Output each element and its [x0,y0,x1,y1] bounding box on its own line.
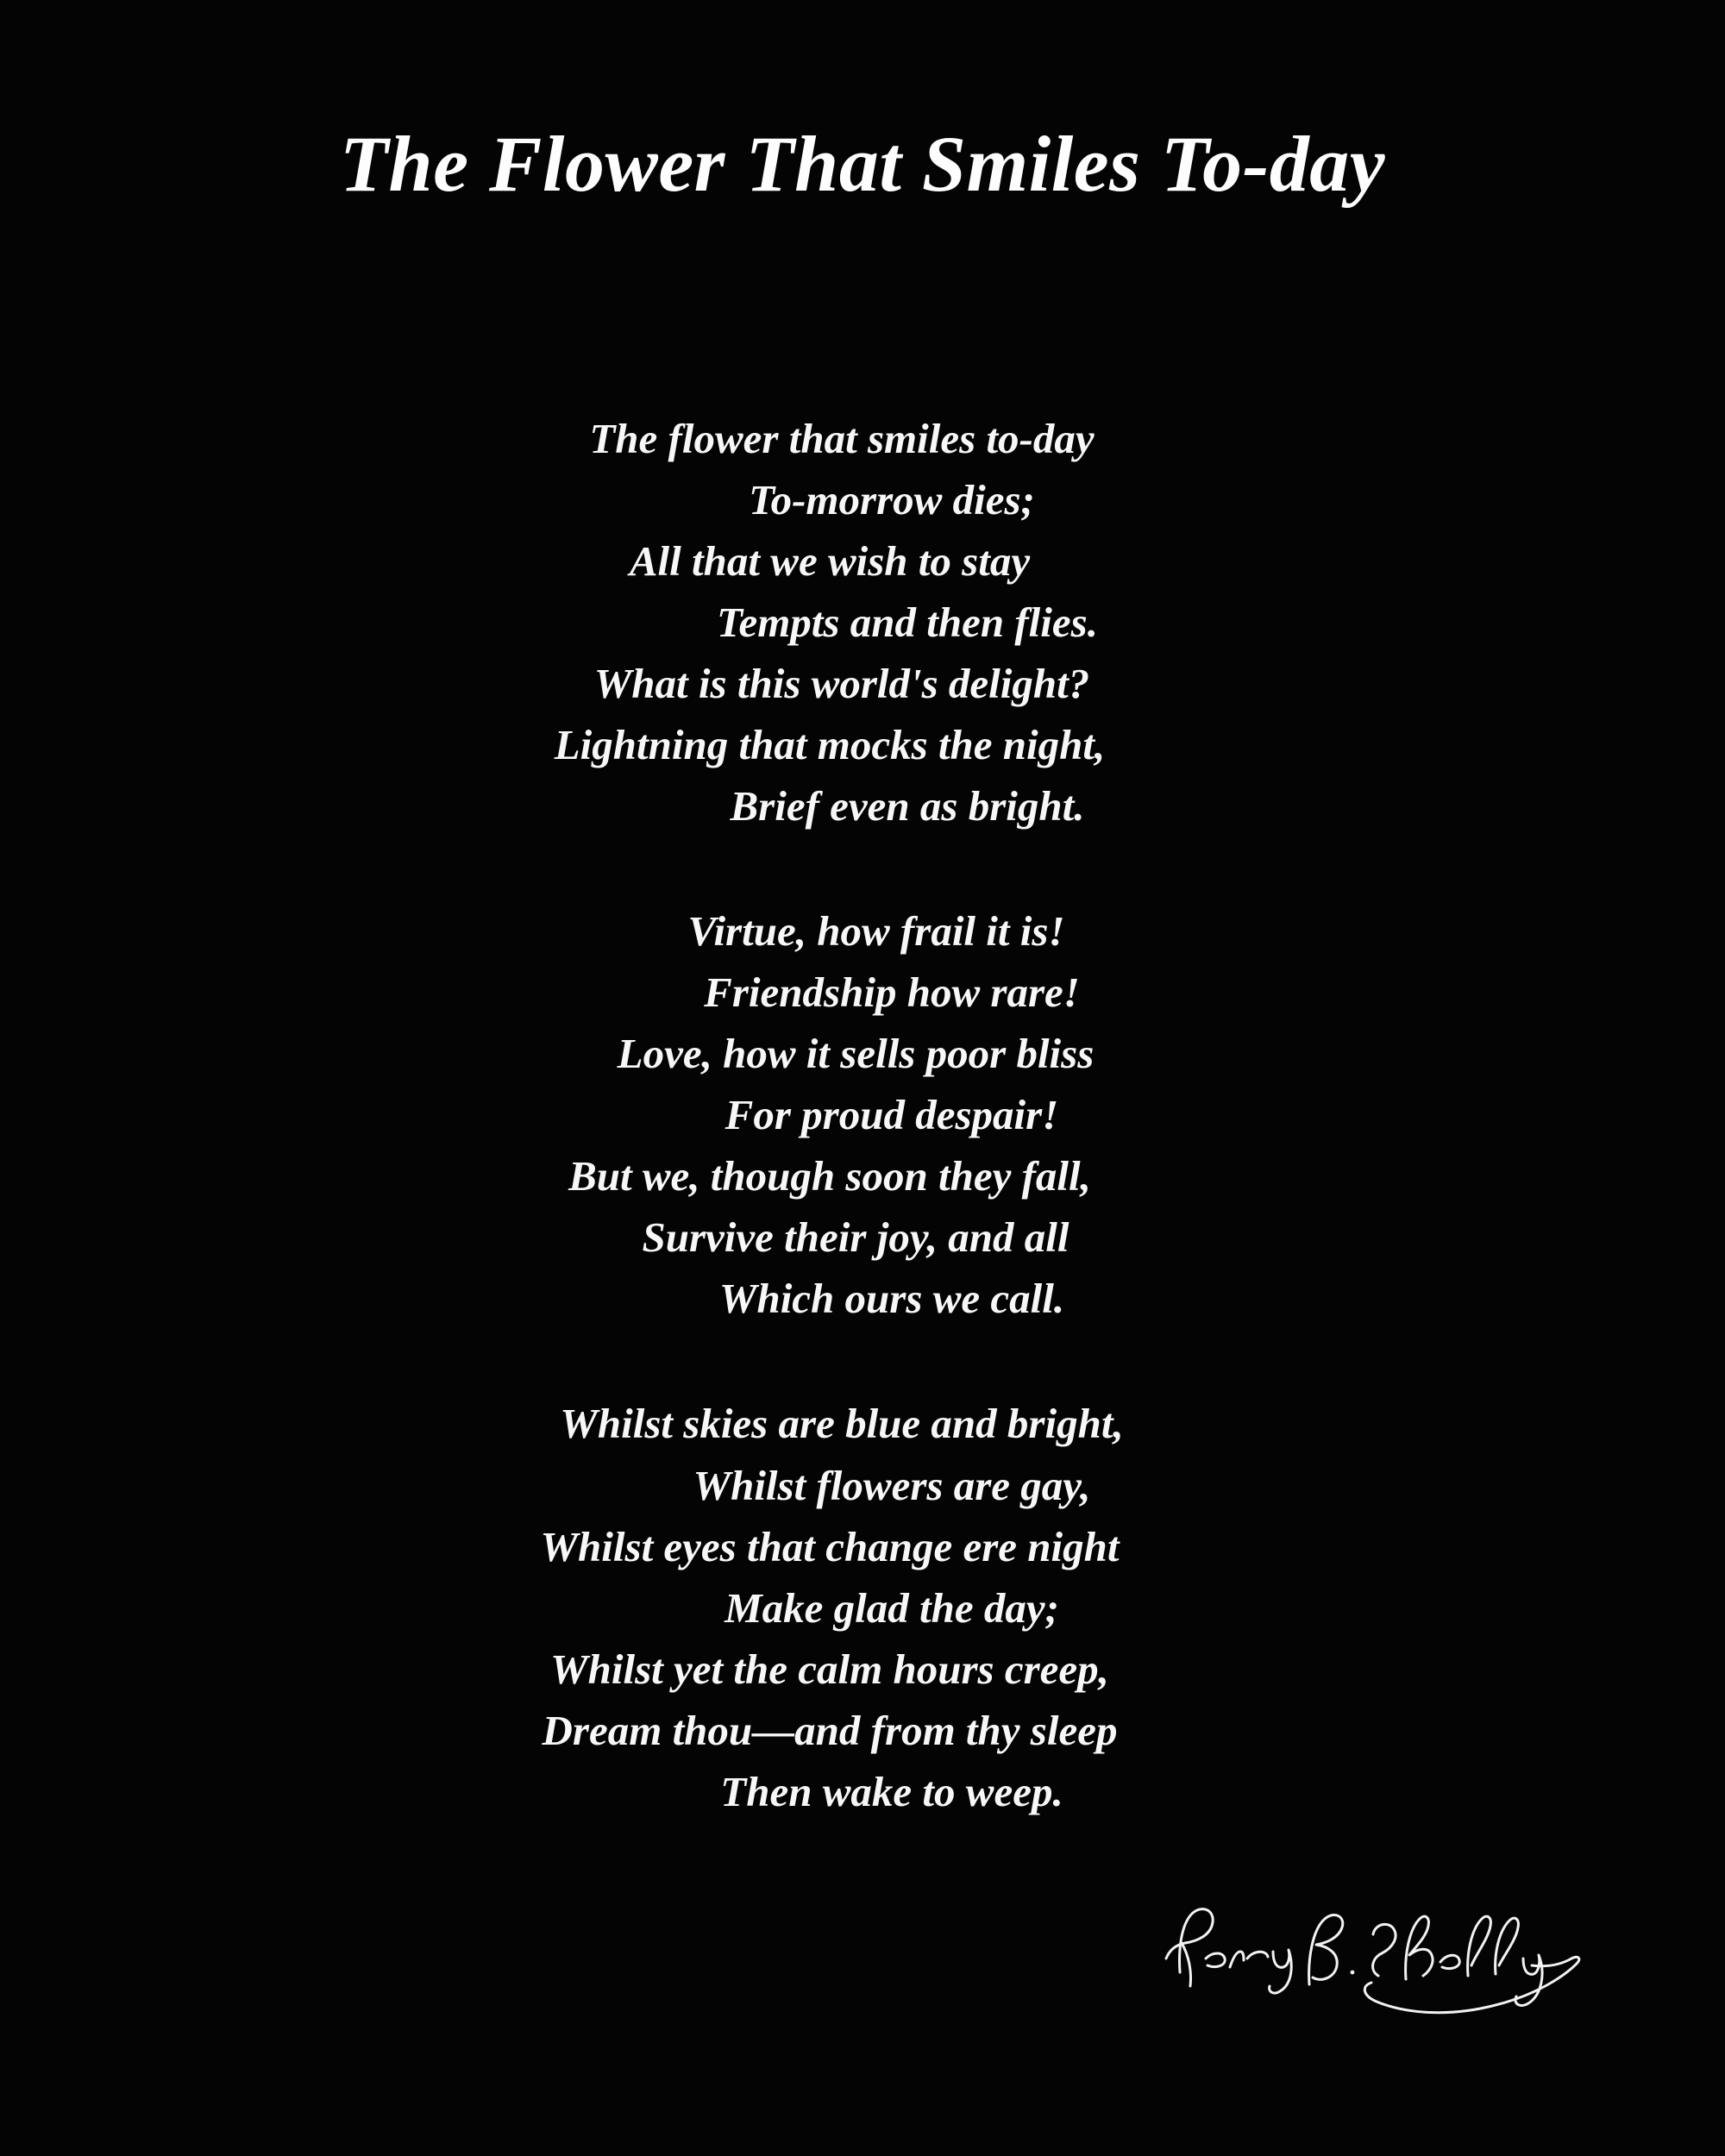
poem-line: Survive their joy, and all [642,1213,1070,1262]
poem-line: The flower that smiles to-day [589,414,1095,462]
poem-line: Brief even as bright. [730,782,1085,830]
poem-line: Friendship how rare! [704,968,1080,1017]
poem-line: Whilst skies are blue and bright, [560,1400,1124,1448]
page-title: The Flower That Smiles To-day [339,120,1386,208]
stanza-2 [345,900,1380,1329]
poem-line: But we, though soon they fall, [568,1152,1091,1200]
poem-line: Love, how it sells poor bliss [617,1030,1095,1078]
author-signature [1147,1876,1596,2040]
poem-line: Then wake to weep. [720,1767,1063,1815]
poem-line: Dream thou—and from thy sleep [542,1706,1118,1754]
poem-line: Whilst yet the calm hours creep, [550,1645,1109,1693]
stanza-3 [345,1393,1380,1821]
poem-body [345,408,1380,1822]
poem-line: To-morrow dies; [749,475,1035,523]
poem-line: All that we wish to stay [629,536,1031,585]
stanza-1 [345,408,1380,837]
poem-line: Tempts and then flies. [717,598,1098,646]
poem-line: Virtue, how frail it is! [687,907,1065,956]
poem-line: For proud despair! [724,1091,1059,1139]
poem-line: Whilst eyes that change ere night [540,1522,1120,1570]
poem-line: Lightning that mocks the night, [554,721,1106,769]
poem-line: What is this world's delight? [593,660,1090,707]
poem-line: Which ours we call. [718,1275,1065,1323]
poem-line: Make glad the day; [724,1583,1059,1632]
poem-line: Whilst flowers are gay, [693,1461,1091,1509]
